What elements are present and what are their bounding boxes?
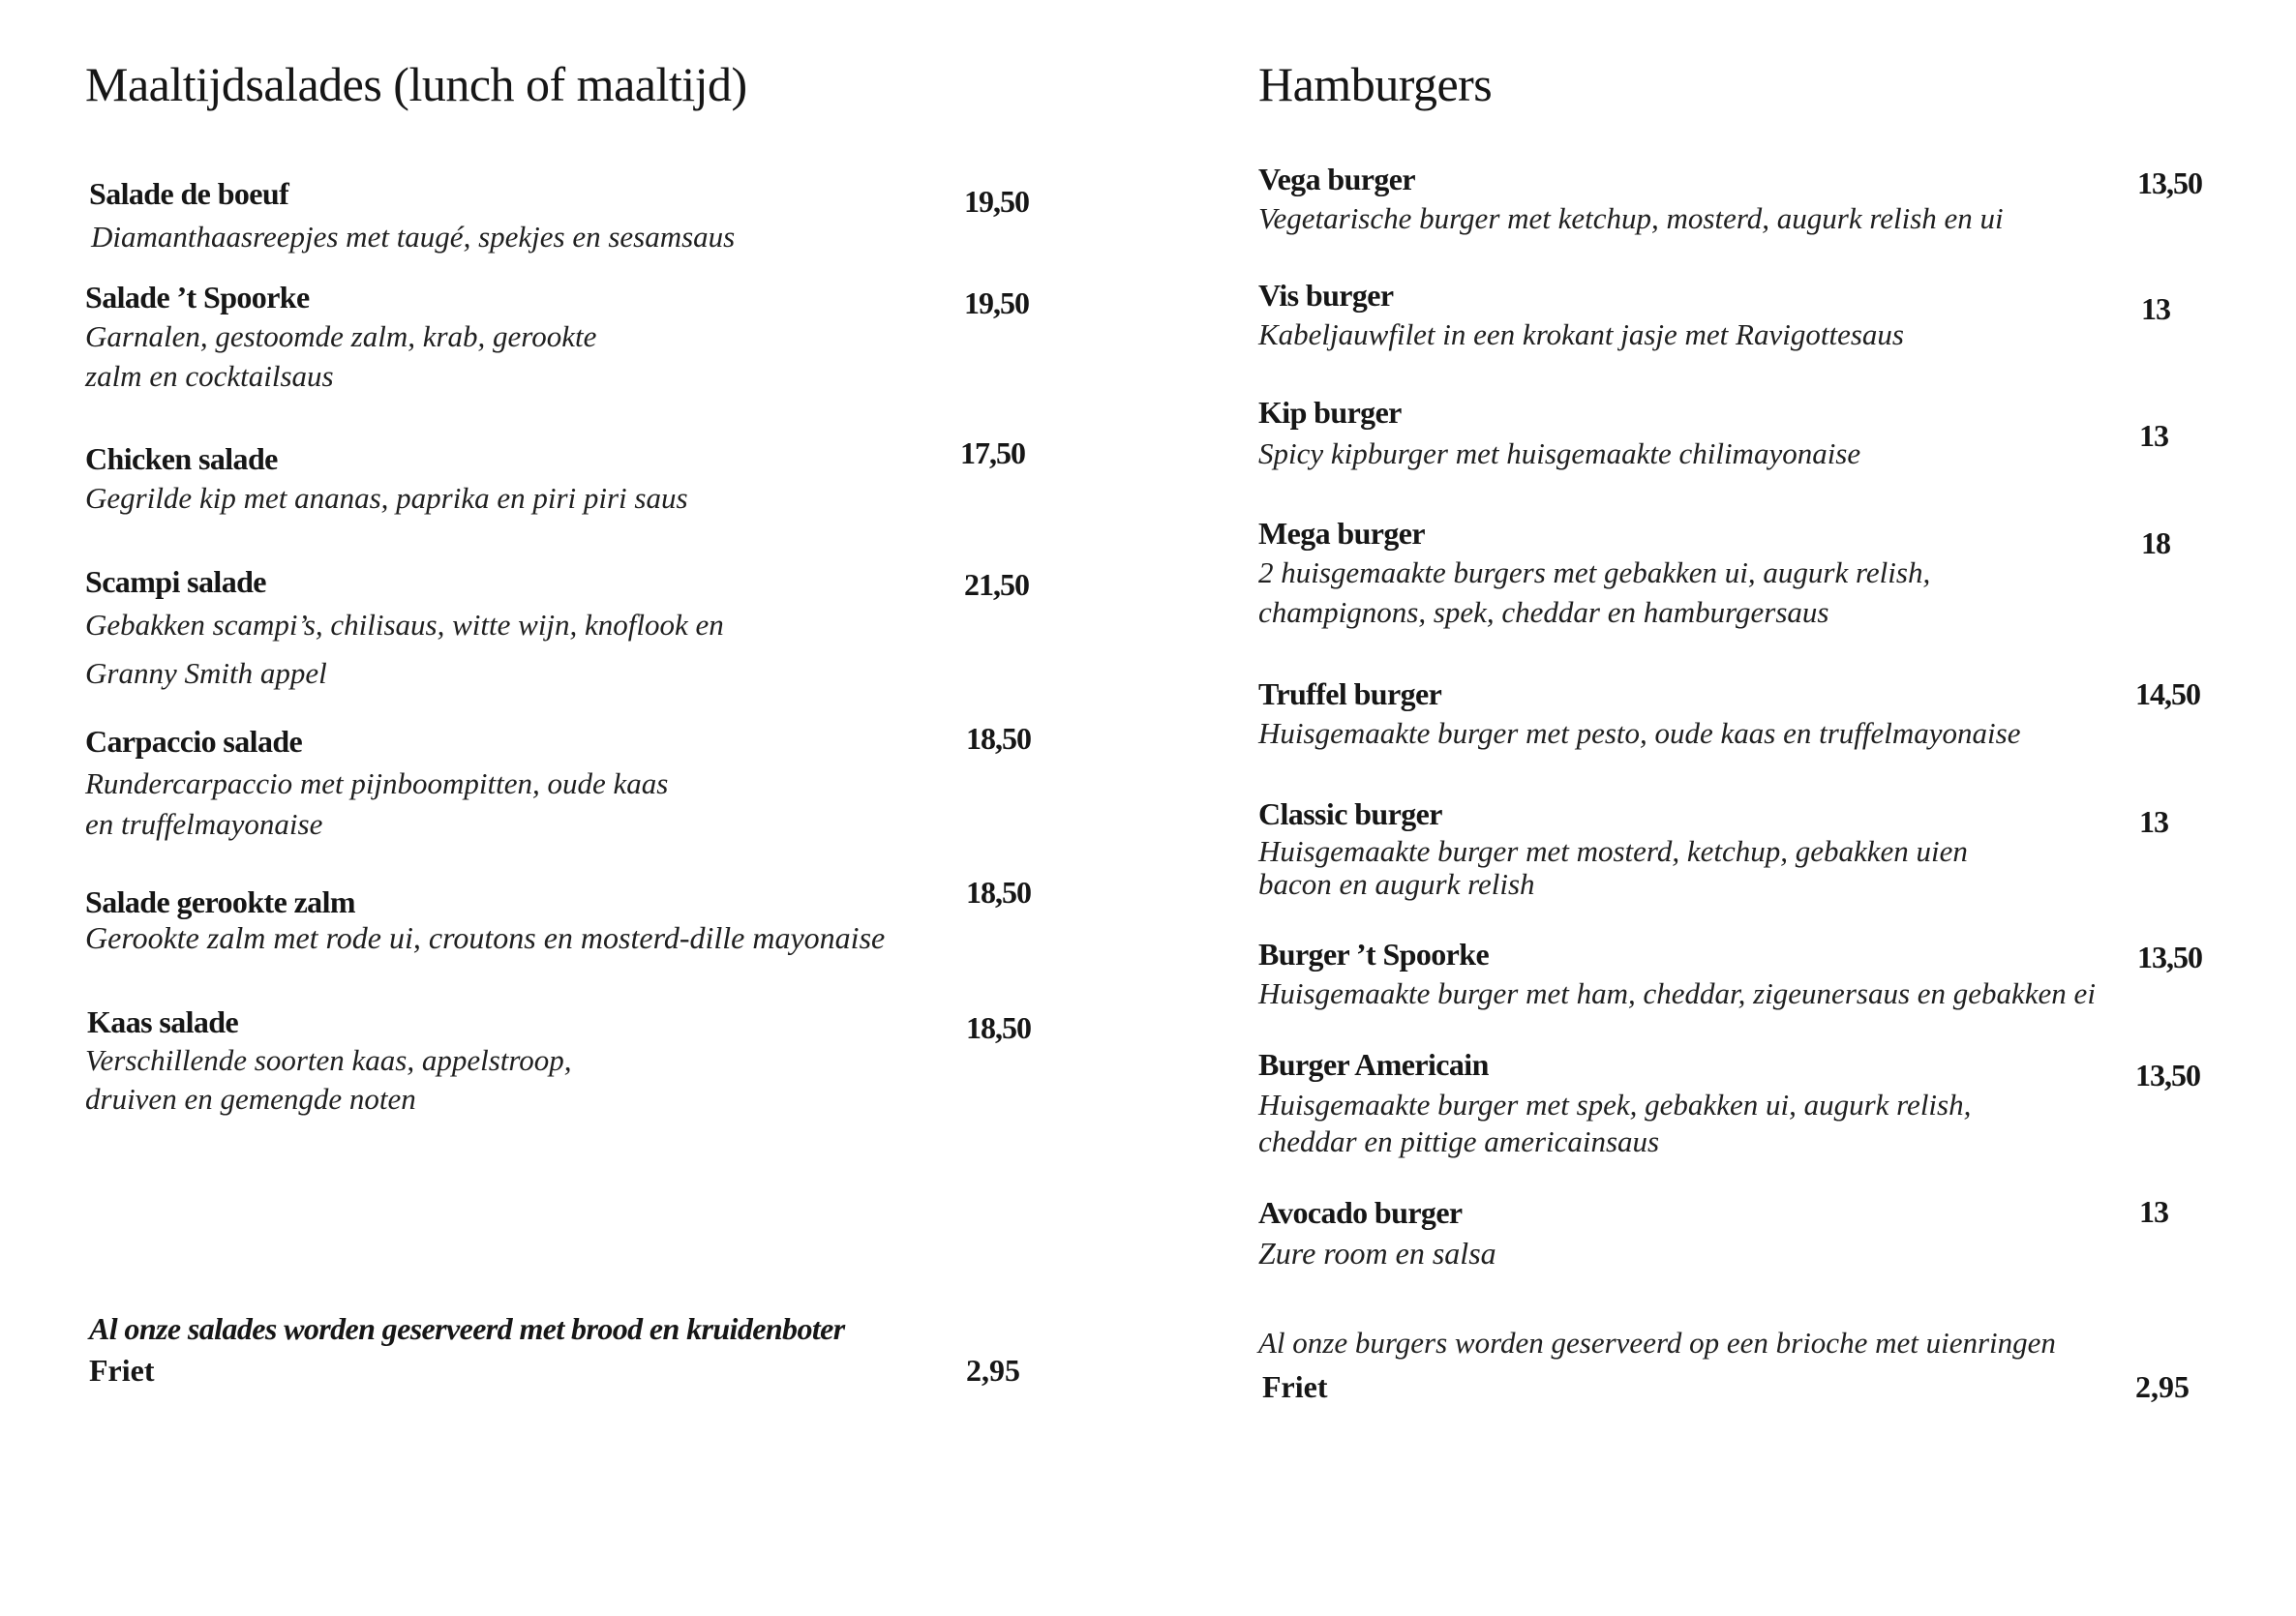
item-name: Scampi salade [85, 564, 266, 599]
item-description: Huisgemaakte burger met pesto, oude kaas en truffelmayonaise [1258, 716, 2021, 750]
item-price: 13 [2139, 1194, 2168, 1229]
item-price: 13,50 [2135, 1058, 2200, 1092]
item-description: Spicy kipburger met huisgemaakte chilimayonaise [1258, 436, 1861, 470]
menu-item [85, 1003, 1063, 1119]
friet-price: 2,95 [2135, 1369, 2190, 1404]
item-price: 17,50 [960, 435, 1025, 470]
item-name: Vega burger [1258, 162, 1415, 196]
item-description: cheddar en pittige americainsaus [1258, 1124, 1660, 1158]
item-name: Chicken salade [85, 441, 278, 476]
item-name: Truffel burger [1258, 676, 1442, 711]
item-price: 19,50 [964, 184, 1029, 219]
menu-item [1258, 674, 2236, 753]
menu-item [85, 174, 1063, 256]
item-description: Huisgemaakte burger met ham, cheddar, zigeunersaus en gebakken ei [1258, 976, 2096, 1010]
item-description: druiven en gemengde noten [85, 1082, 416, 1116]
friet-price: 2,95 [966, 1353, 1020, 1388]
salads-section [85, 0, 1063, 1616]
item-price: 13,50 [2137, 940, 2202, 974]
item-price: 19,50 [964, 285, 1029, 320]
friet-label: Friet [89, 1353, 155, 1388]
item-description: champignons, spek, cheddar en hamburgersaus [1258, 595, 1829, 629]
item-description: Granny Smith appel [85, 656, 327, 690]
item-price: 18,50 [966, 1010, 1031, 1045]
menu-item [1258, 1045, 2236, 1161]
item-name: Salade ’t Spoorke [85, 280, 310, 314]
item-name: Burger Americain [1258, 1047, 1489, 1082]
item-name: Vis burger [1258, 278, 1394, 313]
menu-item [85, 875, 1063, 958]
item-name: Avocado burger [1258, 1195, 1463, 1230]
item-description: Verschillende soorten kaas, appelstroop, [85, 1043, 572, 1077]
item-price: 13 [2139, 418, 2168, 453]
item-name: Carpaccio salade [85, 724, 303, 759]
item-name: Kip burger [1258, 395, 1402, 430]
item-description: 2 huisgemaakte burgers met gebakken ui, augurk relish, [1258, 555, 1931, 589]
item-price: 18 [2141, 525, 2170, 560]
item-name: Salade gerookte zalm [85, 884, 355, 919]
item-name: Burger ’t Spoorke [1258, 937, 1490, 972]
item-description: Huisgemaakte burger met spek, gebakken ui, augurk relish, [1258, 1088, 1972, 1122]
item-description: zalm en cocktailsaus [85, 359, 334, 393]
menu-item [1258, 393, 2236, 473]
item-price: 21,50 [964, 567, 1029, 602]
menu-item [1258, 514, 2236, 632]
menu-item [85, 562, 1063, 693]
item-price: 13 [2141, 291, 2170, 326]
item-description: bacon en augurk relish [1258, 867, 1535, 901]
item-price: 13 [2139, 804, 2168, 839]
salads-note: Al onze salades worden geserveerd met brood en kruidenboter [89, 1311, 845, 1346]
item-name: Kaas salade [87, 1004, 239, 1039]
item-description: Kabeljauwfilet in een krokant jasje met Ravigottesaus [1258, 317, 1904, 351]
item-description: Rundercarpaccio met pijnboompitten, oude kaas [85, 766, 669, 800]
item-price: 14,50 [2135, 676, 2200, 711]
menu-item [1258, 935, 2236, 1013]
burgers-note: Al onze burgers worden geserveerd op een brioche met uienringen [1258, 1326, 2056, 1360]
item-price: 13,50 [2137, 165, 2202, 200]
item-description: Gegrilde kip met ananas, paprika en piri piri saus [85, 481, 688, 515]
item-description: Vegetarische burger met ketchup, mosterd, augurk relish en ui [1258, 201, 2004, 235]
item-description: Gebakken scampi’s, chilisaus, witte wijn, knoflook en [85, 608, 724, 642]
burgers-heading: Hamburgers [1258, 57, 1493, 111]
item-name: Salade de boeuf [89, 176, 289, 211]
menu-item [1258, 794, 2236, 901]
item-description: Gerookte zalm met rode ui, croutons en mosterd-dille mayonaise [85, 920, 886, 955]
salads-heading: Maaltijdsalades (lunch of maaltijd) [85, 57, 747, 111]
item-description: Diamanthaasreepjes met taugé, spekjes en sesamsaus [91, 220, 736, 254]
item-price: 18,50 [966, 875, 1031, 910]
menu-item [85, 435, 1063, 518]
item-description: Garnalen, gestoomde zalm, krab, gerookte [85, 319, 597, 353]
item-description: en truffelmayonaise [85, 807, 323, 841]
item-description: Huisgemaakte burger met mosterd, ketchup, gebakken uien [1258, 834, 1968, 868]
menu-item [1258, 160, 2236, 238]
item-price: 18,50 [966, 721, 1031, 756]
item-description: Zure room en salsa [1258, 1236, 1496, 1271]
item-name: Mega burger [1258, 516, 1426, 551]
menu-item [85, 278, 1063, 396]
menu-item [1258, 276, 2236, 354]
menu-item [85, 722, 1063, 844]
friet-label: Friet [1262, 1369, 1328, 1404]
burgers-section [1258, 0, 2236, 1616]
item-name: Classic burger [1258, 796, 1442, 831]
menu-item [1258, 1193, 2236, 1273]
